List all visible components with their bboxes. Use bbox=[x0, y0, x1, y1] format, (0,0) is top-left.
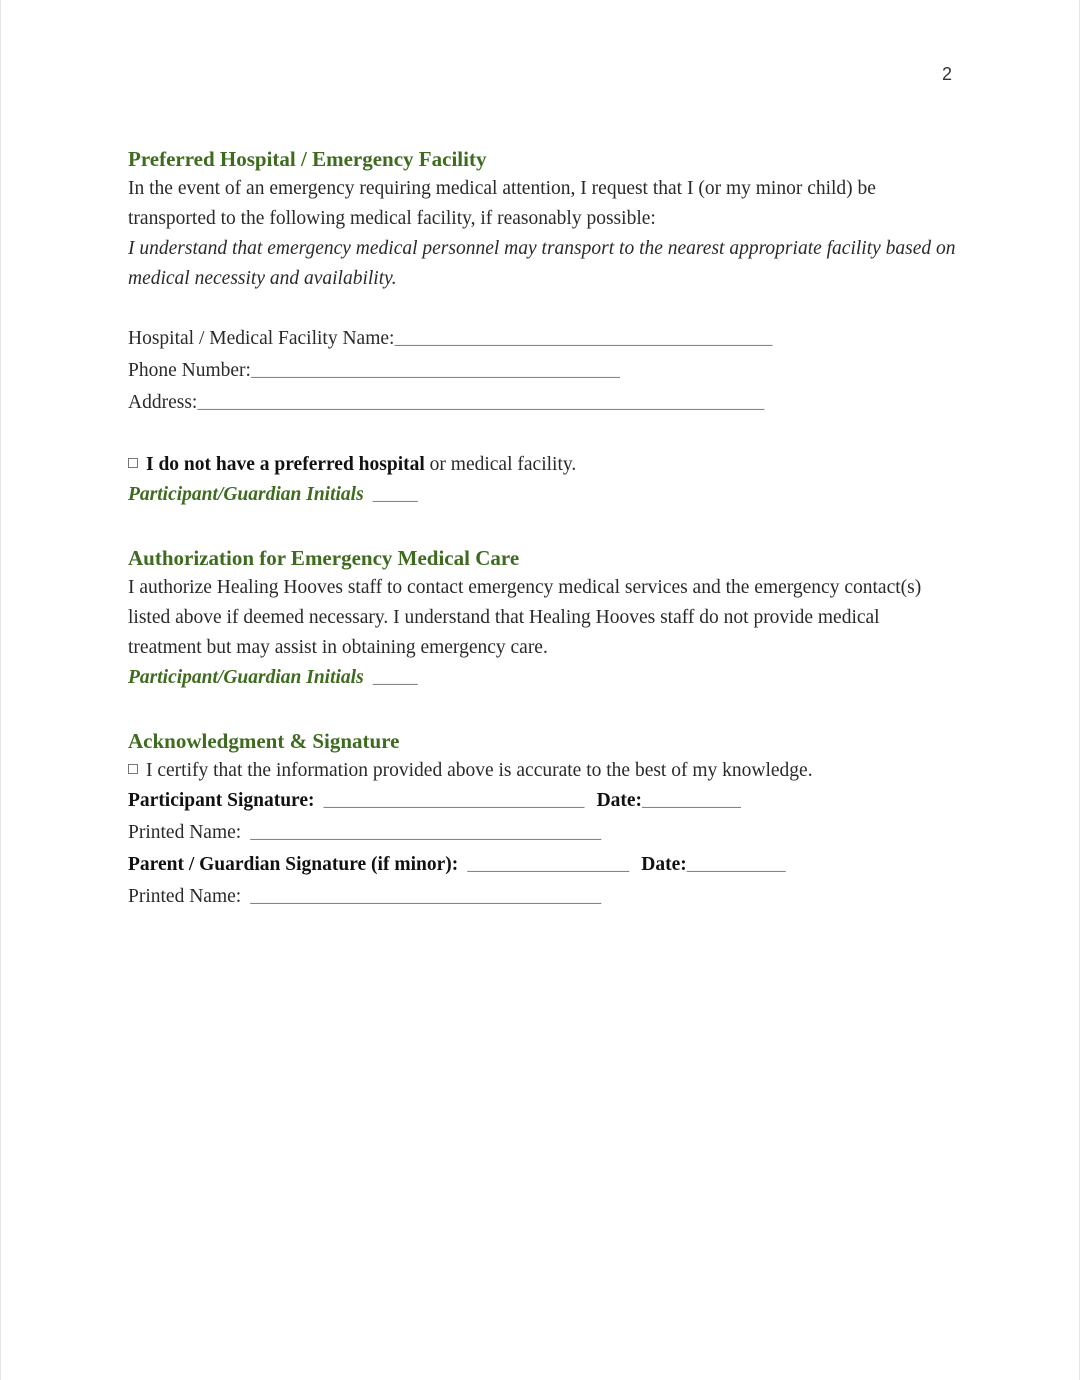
guardian-printed-name-row[interactable] bbox=[128, 882, 958, 914]
section-title-acknowledgment: Acknowledgment & Signature bbox=[128, 729, 400, 753]
address-blank[interactable]: _______________________________________________________________ bbox=[197, 396, 765, 413]
facility-name-label: Hospital / Medical Facility Name: bbox=[128, 328, 395, 349]
hospital-initials-label: Participant/Guardian Initials bbox=[128, 484, 364, 505]
checkbox-icon[interactable] bbox=[128, 764, 138, 774]
page-number: 2 bbox=[941, 64, 952, 84]
guardian-printed-name-label: Printed Name: bbox=[128, 886, 242, 907]
phone-number-label: Phone Number: bbox=[128, 360, 251, 381]
hospital-initials-blank[interactable]: _____ bbox=[363, 488, 418, 505]
authorization-text: I authorize Healing Hooves staff to contact emergency medical services and the emergency contact(s) listed above if deemed necessary. I understand that Healing Hooves staff do not provide medical treatment but may assist in obtaining emergency care. bbox=[128, 577, 922, 658]
guardian-signature-label: Parent / Guardian Signature (if minor): bbox=[128, 854, 459, 875]
guardian-signature-blank[interactable]: __________________ bbox=[458, 858, 630, 875]
page-content bbox=[128, 144, 958, 914]
participant-signature-label: Participant Signature: bbox=[128, 790, 315, 811]
no-preferred-hospital-option[interactable] bbox=[128, 450, 958, 480]
certify-text: I certify that the information provided above is accurate to the best of my knowledge. bbox=[146, 760, 813, 781]
hospital-note: I understand that emergency medical personnel may transport to the nearest appropriate facility based on medical necessity and availability. bbox=[128, 238, 956, 289]
guardian-printed-name-blank[interactable]: _______________________________________ bbox=[241, 890, 602, 907]
guardian-date-blank[interactable]: ___________ bbox=[686, 858, 786, 875]
participant-printed-name-label: Printed Name: bbox=[128, 822, 242, 843]
authorization-initials-field[interactable] bbox=[128, 663, 958, 695]
phone-number-field[interactable] bbox=[128, 356, 958, 388]
guardian-signature-row[interactable] bbox=[128, 850, 958, 882]
section-title-authorization: Authorization for Emergency Medical Care bbox=[128, 546, 520, 570]
no-preferred-hospital-rest: or medical facility. bbox=[424, 454, 577, 475]
participant-printed-name-row[interactable] bbox=[128, 818, 958, 850]
participant-signature-blank[interactable]: _____________________________ bbox=[314, 794, 585, 811]
phone-number-blank[interactable]: _________________________________________ bbox=[250, 364, 621, 381]
section-title-hospital: Preferred Hospital / Emergency Facility bbox=[128, 147, 487, 171]
participant-date-label: Date: bbox=[596, 790, 643, 811]
participant-date-blank[interactable]: ___________ bbox=[642, 794, 742, 811]
spacer bbox=[128, 294, 958, 324]
hospital-intro: In the event of an emergency requiring medical attention, I request that I (or my minor child) be transported to the following medical facility, if reasonably possible: bbox=[128, 178, 876, 229]
certify-option[interactable] bbox=[128, 756, 958, 786]
participant-printed-name-blank[interactable]: _______________________________________ bbox=[241, 826, 602, 843]
checkbox-icon[interactable] bbox=[128, 458, 138, 468]
facility-name-field[interactable] bbox=[128, 324, 958, 356]
guardian-date-label: Date: bbox=[641, 854, 687, 875]
spacer bbox=[128, 512, 958, 543]
authorization-initials-blank[interactable]: _____ bbox=[363, 671, 418, 688]
facility-name-blank[interactable]: __________________________________________ bbox=[394, 332, 773, 349]
address-label: Address: bbox=[128, 392, 198, 413]
authorization-initials-label: Participant/Guardian Initials bbox=[128, 667, 364, 688]
hospital-initials-field[interactable] bbox=[128, 480, 958, 512]
address-field[interactable] bbox=[128, 388, 958, 420]
spacer bbox=[128, 695, 958, 726]
participant-signature-row[interactable] bbox=[128, 786, 958, 818]
spacer bbox=[128, 420, 958, 450]
no-preferred-hospital-bold: I do not have a preferred hospital bbox=[146, 454, 425, 475]
